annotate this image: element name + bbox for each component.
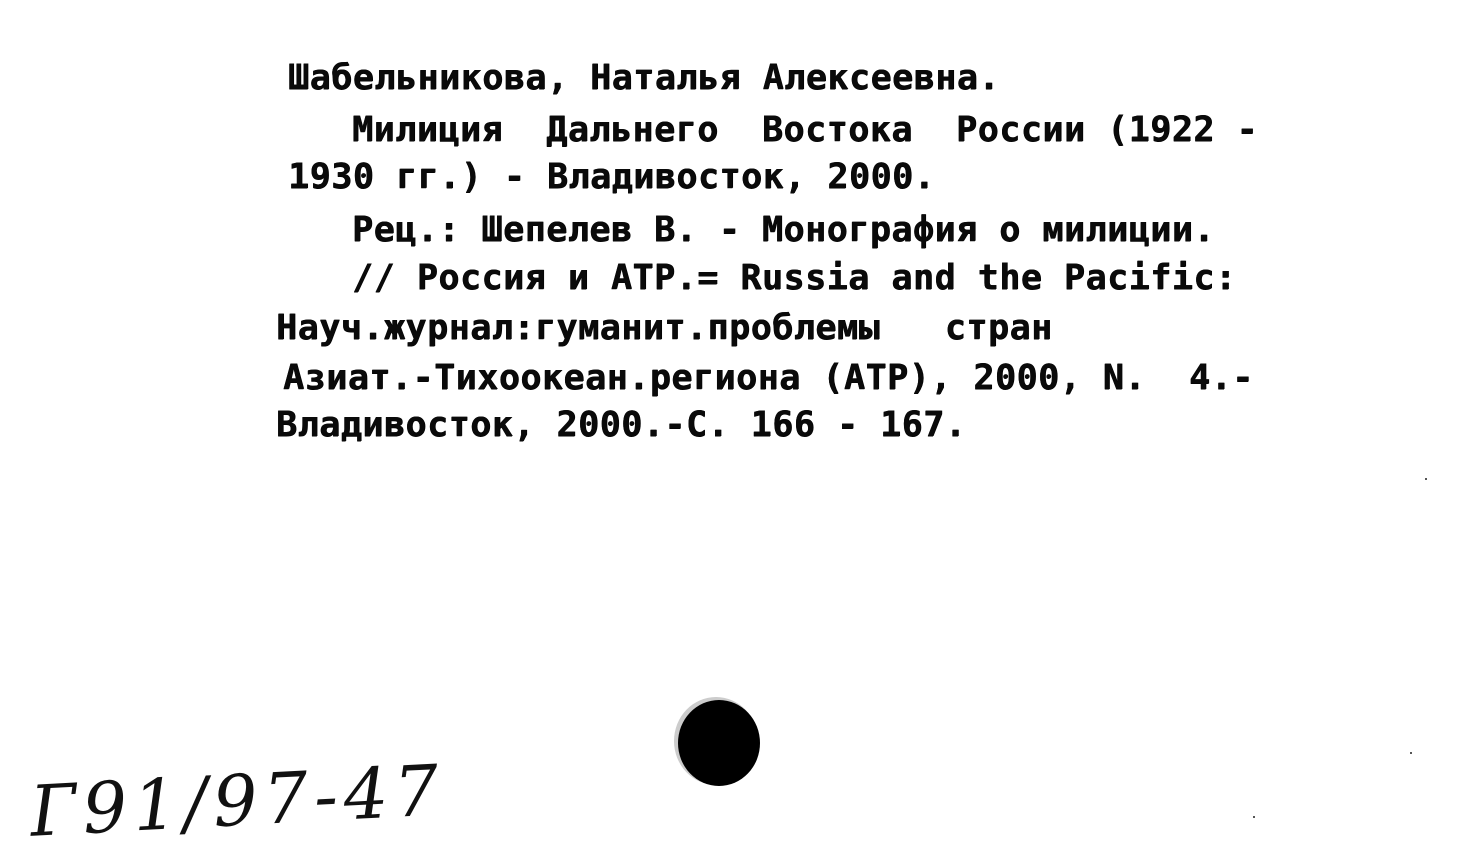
review-line: Рец.: Шепелев В. - Монография о милиции. [352,210,1215,250]
source-line-3: Азиат.-Тихоокеан.региона (АТР), 2000, N. 4.- [283,358,1254,398]
source-line-1: // Россия и АТР.= Russia and the Pacific: [352,258,1237,298]
title-line-2: 1930 гг.) - Владивосток, 2000. [288,157,936,197]
speck [1410,752,1412,754]
title-line-1: Милиция Дальнего Востока России (1922 - [352,110,1259,150]
author-line: Шабельникова, Наталья Алексеевна. [288,58,1000,98]
shelf-mark: Г91/97-47 [28,749,447,853]
speck [1425,478,1427,480]
punch-hole [678,700,760,786]
source-line-4: Владивосток, 2000.-С. 166 - 167. [276,405,967,445]
speck [1253,816,1255,818]
source-line-2: Науч.журнал:гуманит.проблемы стран [276,308,1053,348]
